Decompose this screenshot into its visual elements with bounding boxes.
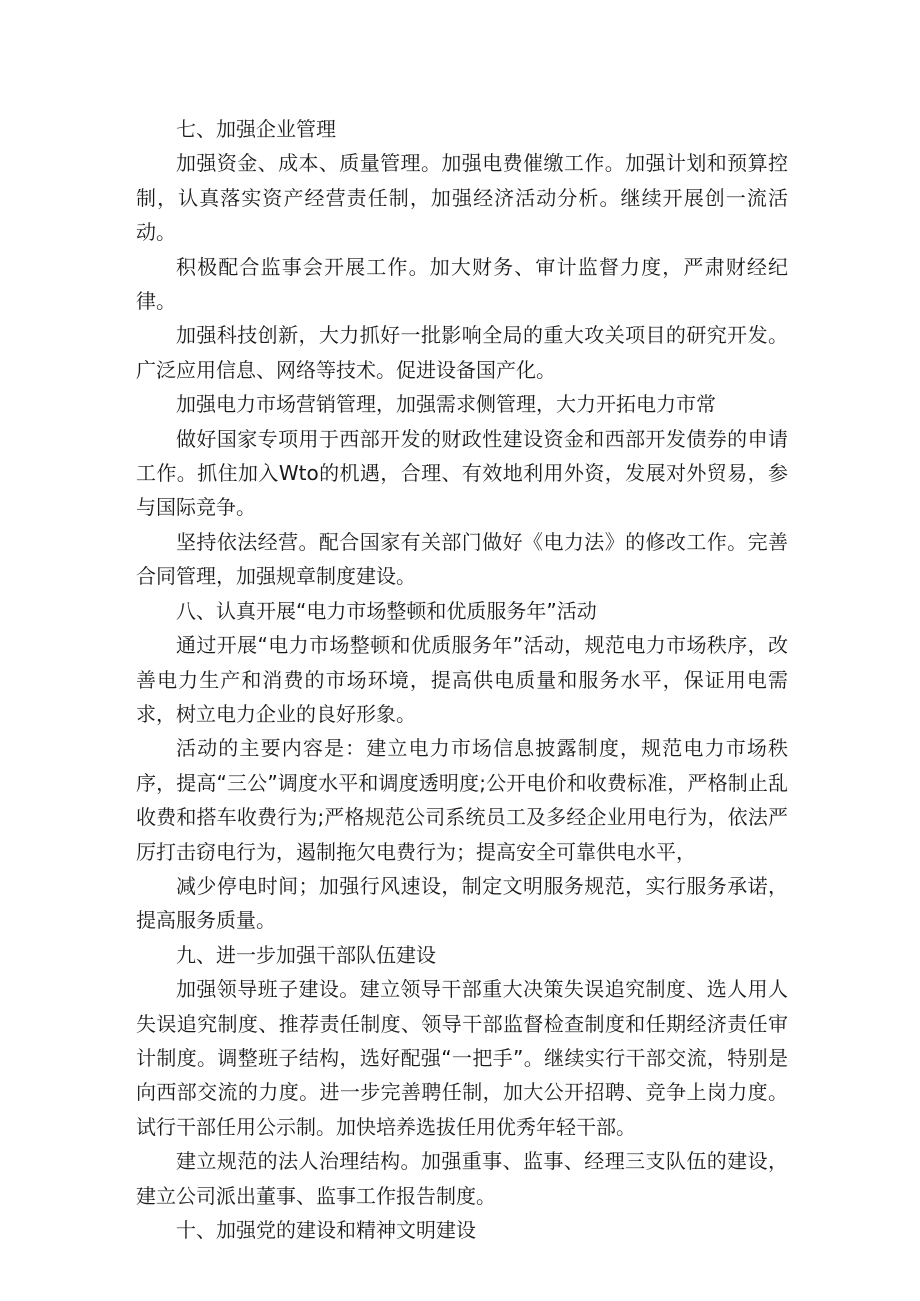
paragraph: 做好国家专项用于西部开发的财政性建设资金和西部开发债券的申请工作。抓住加入Wto的机遇，合理、有效地利用外资，发展对外贸易，参与国际竞争。 [136,426,788,520]
paragraph: 减少停电时间；加强行风速设，制定文明服务规范，实行服务承诺，提高服务质量。 [136,873,788,933]
paragraph: 加强科技创新，大力抓好一批影响全局的重大攻关项目的研究开发。广泛应用信息、网络等技术。促进设备国产化。 [136,323,788,382]
paragraph: 活动的主要内容是：建立电力市场信息披露制度，规范电力市场秩序，提高“三公”调度水平和调度透明度;公开电价和收费标准，严格制止乱收费和搭车收费行为;严格规范公司系统员工及多经企业用电行为，依法严厉打击窃电行为，遏制拖欠电费行为；提高安全可靠供电水平， [136,736,788,864]
paragraph: 加强领导班子建设。建立领导干部重大决策失误追究制度、选人用人失误追究制度、推荐责任制度、领导干部监督检查制度和任期经济责任审计制度。调整班子结构，选好配强“一把手”。继续实行干部交流，特别是向西部交流的力度。进一步完善聘任制，加大公开招聘、竞争上岗力度。试行干部任用公示制。加快培养选拔任用优秀年轻干部。 [136,977,788,1139]
section-heading-9: 九、进一步加强干部队伍建设 [176,942,436,967]
section-heading-7: 七、加强企业管理 [176,117,336,141]
paragraph: 坚持依法经营。配合国家有关部门做好《电力法》的修改工作。完善合同管理，加强规章制度建设。 [136,529,788,589]
section-heading-10: 十、加强党的建设和精神文明建设 [176,1218,476,1242]
paragraph: 加强电力市场营销管理，加强需求侧管理，大力开拓电力市常 [176,392,716,417]
paragraph: 加强资金、成本、质量管理。加强电费催缴工作。加强计划和预算控制，认真落实资产经营责任制，加强经济活动分析。继续开展创一流活动。 [136,151,788,245]
paragraph: 建立规范的法人治理结构。加强重事、监事、经理三支队伍的建设，建立公司派出董事、监事工作报告制度。 [136,1149,788,1208]
paragraph: 积极配合监事会开展工作。加大财务、审计监督力度，严肃财经纪律。 [136,254,788,314]
section-heading-8: 八、认真开展“电力市场整顿和优质服务年”活动 [176,598,597,623]
paragraph: 通过开展“电力市场整顿和优质服务年”活动，规范电力市场秩序，改善电力生产和消费的市场环境，提高供电质量和服务水平，保证用电需求，树立电力企业的良好形象。 [136,633,788,726]
document-body [136,112,788,1247]
